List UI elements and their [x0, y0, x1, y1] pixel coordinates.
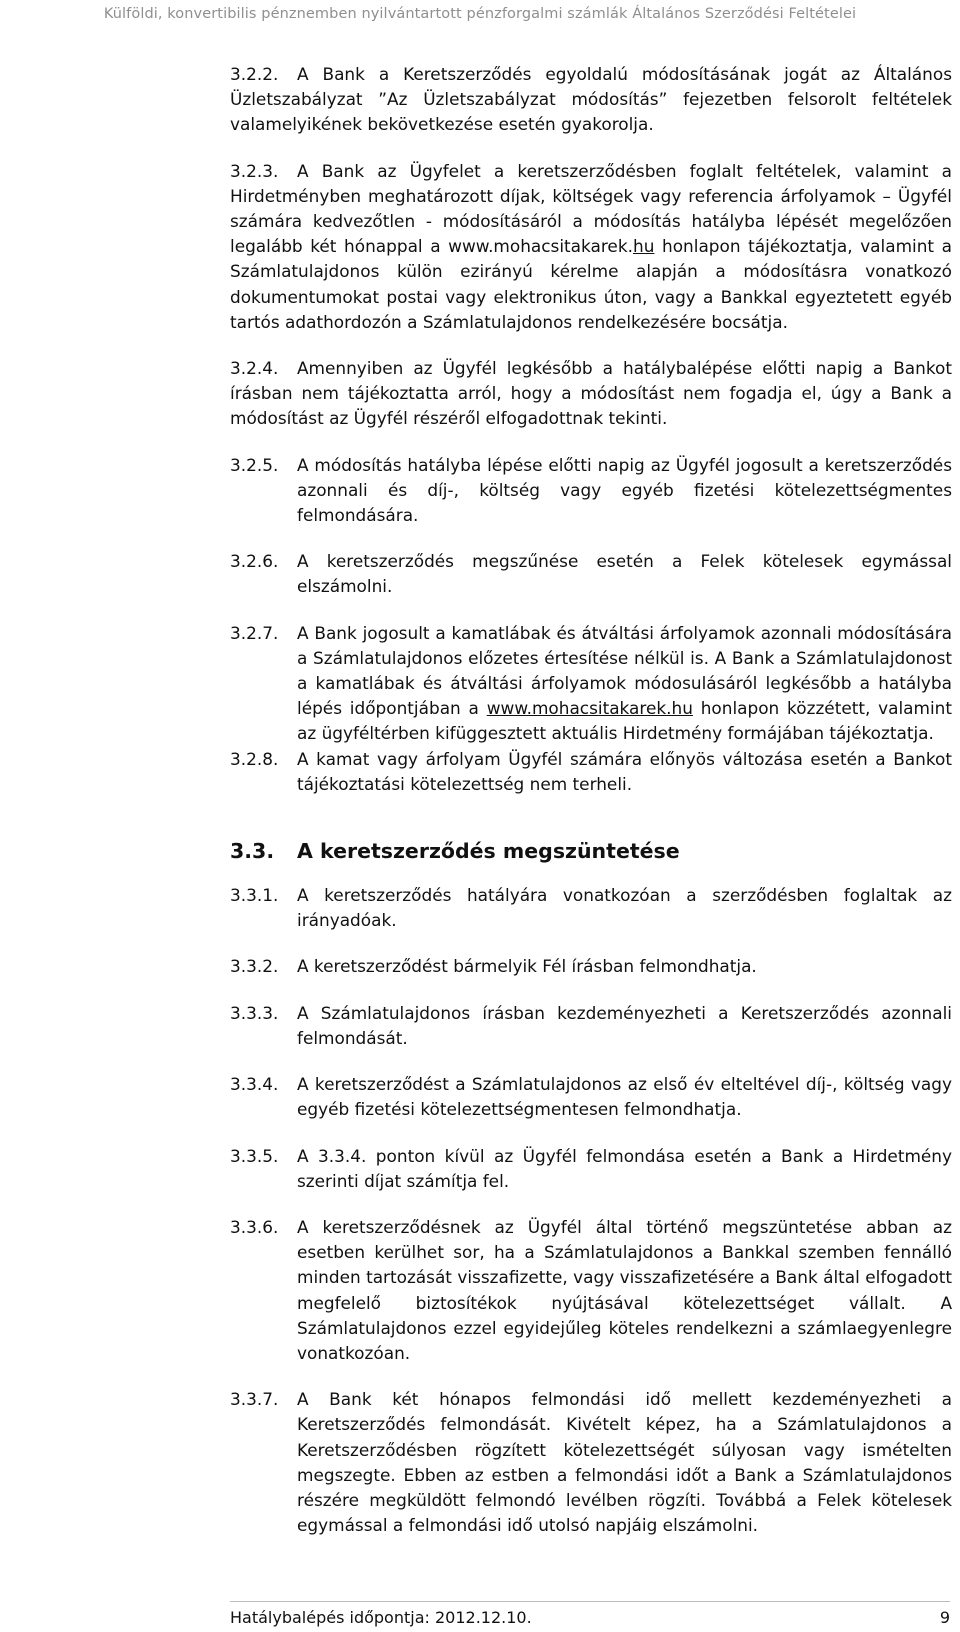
clause-text: A Bank két hónapos felmondási idő mellett kezdeményezheti a Keretszerződés felmondását. Kivételt képez, ha a Számlatulajdonos a Keretszerződésben rögzített kötelezettségét súlyosan vagy ismételten megszegte. Ebben az estben a felmondási időt a Bank a Számlatulajdonos részére megküldött felmondó levélben rögzíti. Továbbá a Felek kötelesek egymással a felmondási idő utolsó napjáig elszámolni. — [297, 1389, 952, 1536]
clause-text-part: A Bank jogosult a kamatlábak és átváltási árfolyamok azonnali módosítására a Számlatulajdonos előzetes értesítése nélkül is. A Bank a Számlatulajdonost a kamatlábak és átváltási árfolyamok módosulásáról legkésőbb a hatályba lépés időpontjában a — [297, 622, 952, 719]
website-link[interactable] — [448, 236, 654, 256]
clause-text: A keretszerződést a Számlatulajdonos az első év elteltével díj-, költség vagy egyéb fizetési kötelezettségmentesen felmondhatja. — [297, 1074, 952, 1120]
clause-3-2-6 — [230, 549, 952, 599]
clause-3-2-3 — [230, 159, 952, 335]
clause-text: A keretszerződés hatályára vonatkozóan a szerződésben foglaltak az irányadóak. — [297, 885, 952, 931]
clause-number: 3.3.6. — [230, 1216, 279, 1237]
clause-3-3-4 — [230, 1072, 952, 1122]
clause-text: A keretszerződés megszűnése esetén a Felek kötelesek egymással elszámolni. — [297, 551, 952, 597]
clause-number: 3.2.2. — [230, 64, 279, 84]
clause-text-part: honlapon tájékoztatja, valamint a Számlatulajdonos külön ezirányú kérelme alapján a módosításra vonatkozó dokumentumokat postai vagy elektronikus úton, vagy a Bankkal egyeztetett egyéb tartós adathordozón a Számlatulajdonos rendelkezésére bocsátja. — [230, 236, 953, 332]
section-title: A keretszerződés megszüntetése — [297, 839, 680, 864]
clause-text — [230, 159, 952, 335]
clause-number: 3.2.6. — [230, 551, 279, 572]
clause-3-2-8 — [230, 747, 952, 797]
link-text: www.mohacsitakarek.hu — [486, 698, 693, 719]
effective-date: Hatálybalépés időpontja: 2012.12.10. — [230, 1608, 532, 1627]
clause-number: 3.3.5. — [230, 1145, 279, 1166]
clause-number: 3.3.1. — [230, 885, 279, 906]
clause-text — [297, 621, 952, 747]
clause-3-3-1 — [230, 883, 952, 933]
clause-text: A 3.3.4. ponton kívül az Ügyfél felmondása esetén a Bank a Hirdetmény szerinti díjat számítja fel. — [297, 1145, 952, 1191]
section-number: 3.3. — [230, 839, 275, 864]
clause-text-part: A Bank az Ügyfelet a keretszerződésben foglalt feltételek, valamint a Hirdetményben meghatározott díjak, költségek vagy referencia árfolyamok – Ügyfél számára kedvezőtlen - módosításáról a módosítás hatályba lépését megelőzően legalább két hónappal a — [230, 160, 952, 257]
clause-number: 3.3.2. — [230, 956, 279, 977]
clause-3-3-6 — [230, 1215, 952, 1366]
clause-number: 3.2.4. — [230, 358, 279, 379]
section-heading-3-3 — [230, 839, 952, 863]
clause-3-2-5 — [230, 453, 952, 529]
document-footer — [230, 1601, 950, 1627]
clause-number: 3.3.4. — [230, 1074, 279, 1095]
page-number: 9 — [939, 1608, 950, 1627]
clause-3-2-7 — [230, 621, 952, 747]
clause-number: 3.3.3. — [230, 1002, 279, 1023]
clause-text: A keretszerződést bármelyik Fél írásban felmondhatja. — [297, 956, 757, 977]
clause-3-2-2 — [230, 62, 952, 138]
link-text-underlined: hu — [632, 236, 655, 257]
clause-text: A keretszerződésnek az Ügyfél által történő megszüntetése abban az esetben kerülhet sor, ha a Számlatulajdonos a Bankkal szemben fennálló minden tartozását visszafizette, vagy visszafizetésére a Bank által elfogadott megfelelő biztosítékok nyújtásával kötelezettséget vállalt. A Számlatulajdonos ezzel egyidejűleg köteles rendelkezni a számlaegyenlegre vonatkozóan. — [297, 1216, 952, 1363]
clause-number: 3.2.7. — [230, 622, 279, 643]
clause-number: 3.2.8. — [230, 748, 279, 769]
clause-3-3-5 — [230, 1144, 952, 1194]
clause-text: A Bank a Keretszerződés egyoldalú módosításának jogát az Általános Üzletszabályzat ”Az Üzletszabályzat módosítás” fejezetben felsorolt feltételek valamelyikének bekövetkezése esetén gyakorolja. — [230, 64, 952, 135]
clause-text: A Számlatulajdonos írásban kezdeményezheti a Keretszerződés azonnali felmondását. — [297, 1002, 952, 1048]
clause-3-3-3 — [230, 1001, 952, 1051]
clause-number: 3.2.5. — [230, 454, 279, 475]
clause-3-3-7 — [230, 1387, 952, 1538]
clause-number: 3.3.7. — [230, 1389, 279, 1410]
website-link[interactable] — [487, 698, 693, 718]
clause-text-part: honlapon közzétett, valamint az ügyféltérben kifüggesztett aktuális Hirdetmény formájában tájékoztatja. — [297, 698, 952, 744]
clause-text: A módosítás hatályba lépése előtti napig az Ügyfél jogosult a keretszerződés azonnali és díj-, költség vagy egyéb fizetési kötelezettségmentes felmondására. — [297, 454, 952, 526]
clause-text: A kamat vagy árfolyam Ügyfél számára előnyös változása esetén a Bankot tájékoztatási kötelezettség nem terheli. — [297, 748, 952, 794]
document-body — [230, 62, 952, 1538]
link-text: www.mohacsitakarek. — [448, 236, 633, 257]
clause-3-3-2 — [230, 954, 952, 979]
clause-number: 3.2.3. — [230, 160, 279, 181]
clause-text: Amennyiben az Ügyfél legkésőbb a hatálybalépése előtti napig a Bankot írásban nem tájékoztatta arról, hogy a módosítást nem fogadja el, úgy a Bank a módosítást az Ügyfél részéről elfogadottnak tekinti. — [230, 358, 952, 429]
clause-3-2-4 — [230, 356, 952, 432]
document-header: Külföldi, konvertibilis pénznemben nyilvántartott pénzforgalmi számlák Általános Szerződési Feltételei — [103, 6, 857, 22]
